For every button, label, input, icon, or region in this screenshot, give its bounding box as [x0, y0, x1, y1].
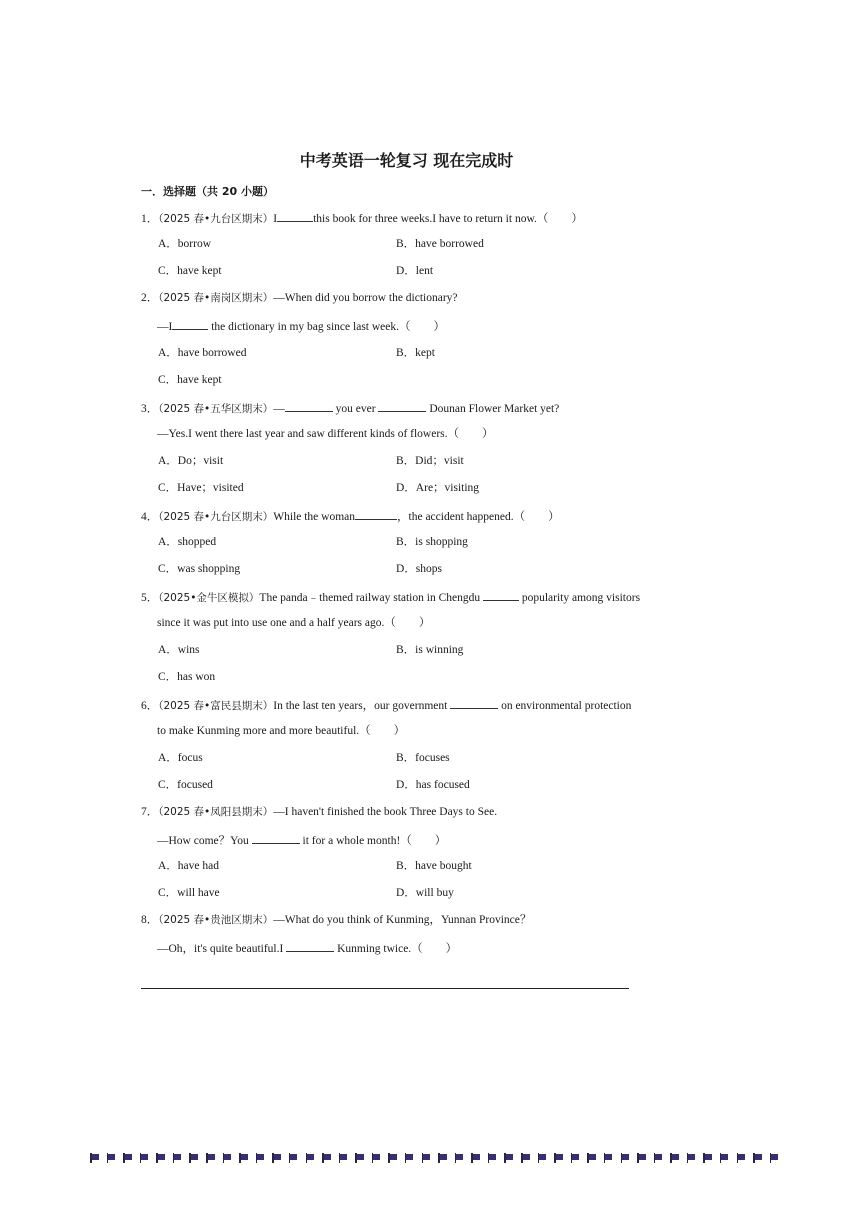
flag-icon — [670, 1153, 680, 1163]
question-source: （2025 春•九台区期末） — [158, 213, 274, 225]
flag-icon — [156, 1153, 166, 1163]
flag-icon — [587, 1153, 597, 1163]
flag-icon — [654, 1153, 664, 1163]
question-number: 5． — [141, 592, 159, 604]
question-source: （2025 春•五华区期末） — [158, 403, 274, 415]
question-8-stem: 8．（2025 春•贵池区期末）—What do you think of Kunming，Yunnan Province？ — [141, 914, 532, 926]
option-c[interactable]: C．have kept — [158, 374, 222, 386]
flag-icon — [173, 1153, 183, 1163]
option-a[interactable]: A．have had — [158, 860, 219, 872]
flag-icon — [189, 1153, 199, 1163]
question-source: （2025 春•贵池区期末） — [158, 914, 274, 926]
flag-icon — [322, 1153, 332, 1163]
flag-icon — [339, 1153, 349, 1163]
flag-icon — [637, 1153, 647, 1163]
question-source: （2025 春•南岗区期末） — [158, 292, 274, 304]
flag-icon — [388, 1153, 398, 1163]
option-b[interactable]: B．have borrowed — [396, 238, 484, 250]
flag-icon — [239, 1153, 249, 1163]
question-number: 6． — [141, 700, 159, 712]
option-d[interactable]: D．Are；visiting — [396, 482, 480, 494]
flag-icon — [521, 1153, 531, 1163]
question-number: 1． — [141, 213, 159, 225]
flag-icon — [703, 1153, 713, 1163]
flag-icon — [256, 1153, 266, 1163]
decorative-flag-border — [90, 1153, 780, 1165]
answer-blank[interactable] — [285, 400, 333, 412]
answer-blank[interactable] — [172, 318, 208, 330]
question-5-stem: 5．（2025•金牛区模拟）The panda﹣themed railway station in Chengdu popularity among visitors — [141, 589, 640, 605]
question-source: （2025 春•凤阳县期末） — [158, 806, 274, 818]
flag-icon — [422, 1153, 432, 1163]
question-5-line2: since it was put into use one and a half years ago.（ ） — [157, 617, 431, 629]
option-d[interactable]: D．has focused — [396, 779, 470, 791]
flag-icon — [289, 1153, 299, 1163]
flag-icon — [306, 1153, 316, 1163]
question-4-stem: 4．（2025 春•九台区期末）While the woman ，the accident happened.（ ） — [141, 508, 560, 524]
question-2-line2: —I the dictionary in my bag since last week.（ ） — [157, 318, 445, 334]
option-d[interactable]: D．shops — [396, 563, 443, 575]
option-b[interactable]: B．kept — [396, 347, 435, 359]
flag-icon — [488, 1153, 498, 1163]
option-c[interactable]: C．focused — [158, 779, 213, 791]
answer-blank[interactable] — [355, 508, 397, 520]
question-7-stem: 7．（2025 春•凤阳县期末）—I haven't finished the book Three Days to See. — [141, 806, 498, 818]
flag-icon — [123, 1153, 133, 1163]
question-number: 2． — [141, 292, 159, 304]
answer-blank[interactable] — [483, 589, 519, 601]
option-a[interactable]: A．shopped — [158, 536, 217, 548]
option-b[interactable]: B．Did；visit — [396, 455, 464, 467]
question-source: （2025 春•九台区期末） — [158, 511, 274, 523]
flag-icon — [438, 1153, 448, 1163]
option-c[interactable]: C．has won — [158, 671, 216, 683]
question-8-line2: —Oh，it's quite beautiful.I Kunming twice.（ ） — [157, 940, 457, 956]
question-source: （2025 春•富民县期末） — [158, 700, 274, 712]
option-c[interactable]: C．will have — [158, 887, 220, 899]
option-b[interactable]: B．focuses — [396, 752, 450, 764]
flag-icon — [504, 1153, 514, 1163]
question-6-stem: 6．（2025 春•富民县期末）In the last ten years，our government on environmental protection — [141, 697, 631, 713]
flag-icon — [405, 1153, 415, 1163]
flag-icon — [140, 1153, 150, 1163]
answer-blank[interactable] — [286, 940, 334, 952]
option-b[interactable]: B．is shopping — [396, 536, 468, 548]
answer-blank[interactable] — [378, 400, 426, 412]
question-number: 8． — [141, 914, 159, 926]
flag-icon — [107, 1153, 117, 1163]
flag-icon — [372, 1153, 382, 1163]
answer-blank[interactable] — [277, 210, 313, 222]
flag-icon — [223, 1153, 233, 1163]
flag-icon — [455, 1153, 465, 1163]
option-b[interactable]: B．have bought — [396, 860, 472, 872]
flag-icon — [90, 1153, 100, 1163]
option-c[interactable]: C．Have；visited — [158, 482, 244, 494]
flag-icon — [737, 1153, 747, 1163]
question-number: 3． — [141, 403, 159, 415]
question-3-line2: —Yes.I went there last year and saw different kinds of flowers.（ ） — [157, 428, 494, 440]
answer-blank[interactable] — [450, 697, 498, 709]
section-heading: 一．选择题（共 20 小题） — [141, 185, 274, 198]
flag-icon — [355, 1153, 365, 1163]
question-7-line2: —How come？You it for a whole month!（ ） — [157, 832, 446, 848]
answer-blank[interactable] — [252, 832, 300, 844]
option-b[interactable]: B．is winning — [396, 644, 464, 656]
flag-icon — [621, 1153, 631, 1163]
question-number: 7． — [141, 806, 159, 818]
option-a[interactable]: A．Do；visit — [158, 455, 224, 467]
option-c[interactable]: C．have kept — [158, 265, 222, 277]
option-a[interactable]: A．wins — [158, 644, 200, 656]
option-a[interactable]: A．focus — [158, 752, 203, 764]
question-number: 4． — [141, 511, 159, 523]
flag-icon — [753, 1153, 763, 1163]
flag-icon — [554, 1153, 564, 1163]
flag-icon — [538, 1153, 548, 1163]
flag-icon — [206, 1153, 216, 1163]
question-2-stem: 2．（2025 春•南岗区期末）—When did you borrow the dictionary? — [141, 292, 458, 304]
option-a[interactable]: A．borrow — [158, 238, 212, 250]
option-d[interactable]: D．will buy — [396, 887, 454, 899]
option-c[interactable]: C．was shopping — [158, 563, 241, 575]
question-1-stem: 1．（2025 春•九台区期末）I this book for three weeks.I have to return it now.（ ） — [141, 210, 583, 226]
flag-icon — [770, 1153, 780, 1163]
question-6-line2: to make Kunming more and more beautiful.（ ） — [157, 725, 406, 737]
footer-divider — [141, 988, 629, 989]
flag-icon — [272, 1153, 282, 1163]
flag-icon — [720, 1153, 730, 1163]
page-title: 中考英语一轮复习 现在完成时 — [299, 151, 514, 170]
flag-icon — [571, 1153, 581, 1163]
question-3-stem: 3．（2025 春•五华区期末）— you ever Dounan Flower Market yet? — [141, 400, 559, 416]
option-d[interactable]: D．lent — [396, 265, 434, 277]
option-a[interactable]: A．have borrowed — [158, 347, 247, 359]
question-source: （2025•金牛区模拟） — [158, 592, 260, 604]
flag-icon — [604, 1153, 614, 1163]
flag-icon — [687, 1153, 697, 1163]
flag-icon — [471, 1153, 481, 1163]
